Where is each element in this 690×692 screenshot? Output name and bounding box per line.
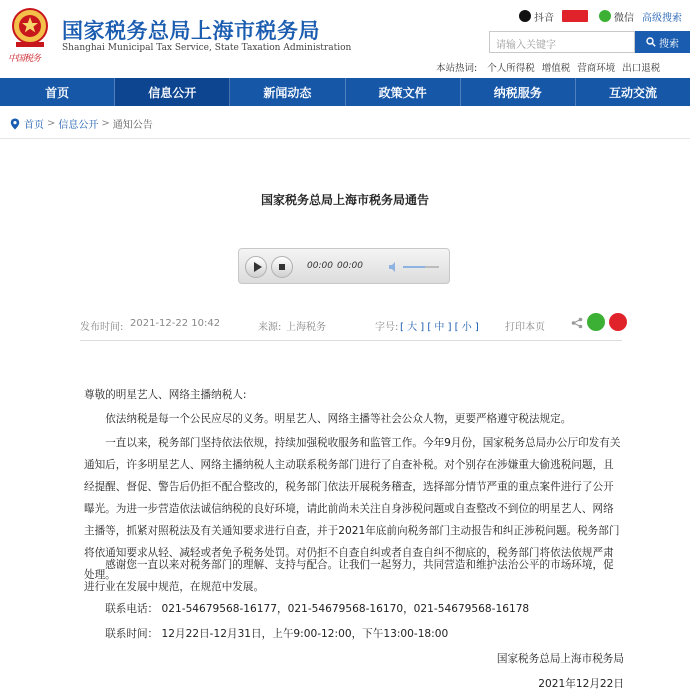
search-button[interactable] bbox=[635, 31, 690, 53]
nav-item-interaction[interactable]: 互动交流 bbox=[608, 85, 657, 100]
article-paragraph: 一直以来，税务部门坚持依法依规，持续加强税收服务和监管工作。今年9月份，国家税务总局办公厅印发有关通知后，许多明星艺人、网络主播纳税人主动联系税务部门进行了自查补税。对个别存在涉嫌重大偷逃税问题，且经提醒、督促、警告后仍拒不配合整改的，税务部门依法开展税务稽查，选择部分情节严重的重点案件进行了公开曝光。为进一步营造依法诚信纳税的良好环境，请此前尚未关注自身涉税问题或自查整改不到位的明星艺人、网络主播等，抓紧对照税法及有关通知要求进行自查，并于2021年底前向税务部门主动报告和纠正涉税问题。税务部门将依通知要求从轻、减轻或者免予税务处罚。对仍拒不自查自纠或者自查自纠不彻底的，税务部门将依法依规严肃处理。 bbox=[84, 437, 621, 581]
divider bbox=[0, 138, 690, 139]
contact-phone: 联系电话： 021-54679568-16177，021-54679568-16170，021-54679568-16178 bbox=[105, 603, 530, 615]
breadcrumb bbox=[10, 116, 153, 131]
nav-item-news[interactable]: 新闻动态 bbox=[230, 78, 345, 106]
hotword-link[interactable]: 个人所得税 bbox=[487, 63, 535, 74]
play-button[interactable] bbox=[245, 256, 267, 278]
breadcrumb-separator: > bbox=[101, 118, 110, 129]
signature-organization: 国家税务总局上海市税务局 bbox=[496, 653, 624, 665]
publish-time: 2021-12-22 10:42 bbox=[130, 318, 221, 329]
weibo-link[interactable] bbox=[562, 10, 591, 22]
volume-slider[interactable] bbox=[403, 266, 439, 268]
volume-icon[interactable] bbox=[389, 262, 399, 272]
weibo-share-icon[interactable] bbox=[609, 313, 627, 331]
nav-item-home[interactable]: 首页 bbox=[0, 78, 115, 106]
site-title[interactable]: 国家税务总局上海市税务局 bbox=[62, 19, 320, 43]
wechat-label: 微信 bbox=[614, 12, 634, 24]
publish-label: 发布时间: bbox=[80, 322, 124, 333]
current-time: 00:00 bbox=[307, 261, 333, 271]
site-subtitle: Shanghai Municipal Tax Service, State Taxation Administration bbox=[62, 43, 352, 53]
wechat-share-icon[interactable] bbox=[587, 313, 605, 331]
hotwords-label: 本站热词: bbox=[436, 63, 478, 74]
hotword-link[interactable]: 出口退税 bbox=[622, 63, 661, 74]
divider bbox=[80, 340, 622, 341]
nav-item-info-disclosure[interactable]: 信息公开 bbox=[115, 78, 230, 106]
search-icon bbox=[646, 37, 656, 47]
douyin-label: 抖音 bbox=[534, 12, 554, 24]
wechat-icon bbox=[599, 10, 611, 22]
hotword-link[interactable]: 营商环境 bbox=[577, 63, 616, 74]
nav-item-policy[interactable]: 政策文件 bbox=[346, 78, 461, 106]
article-title: 国家税务总局上海市税务局通告 bbox=[260, 193, 429, 207]
search-input[interactable]: 请输入关键字 bbox=[489, 31, 635, 53]
main-nav bbox=[0, 78, 690, 106]
duration: 00:00 bbox=[337, 261, 363, 271]
weibo-icon bbox=[562, 10, 588, 22]
font-size-label: 字号: bbox=[375, 322, 399, 333]
signature-date: 2021年12月22日 bbox=[538, 678, 624, 690]
tax-emblem-logo[interactable] bbox=[8, 6, 52, 50]
article-greeting: 尊敬的明星艺人、网络主播纳税人: bbox=[84, 389, 247, 401]
breadcrumb-separator: > bbox=[47, 118, 56, 129]
audio-player bbox=[238, 248, 450, 284]
douyin-icon bbox=[519, 10, 531, 22]
advanced-search-link[interactable]: 高级搜索 bbox=[642, 12, 682, 24]
breadcrumb-info[interactable]: 信息公开 bbox=[58, 120, 99, 131]
print-link[interactable]: 打印本页 bbox=[505, 322, 545, 333]
article-paragraph: 依法纳税是每一个公民应尽的义务。明星艺人、网络主播等社会公众人物，更要严格遵守税法规定。 bbox=[105, 413, 572, 425]
breadcrumb-home[interactable]: 首页 bbox=[24, 120, 44, 131]
font-size-switcher[interactable]: [ 大 ] [ 中 ] [ 小 ] bbox=[400, 322, 479, 333]
slogan-calligraphy: 中国税务 bbox=[8, 54, 41, 64]
hotwords bbox=[436, 60, 667, 74]
douyin-link[interactable] bbox=[519, 9, 554, 24]
site-header bbox=[0, 0, 690, 78]
location-pin-icon bbox=[10, 118, 20, 130]
hotword-link[interactable]: 增值税 bbox=[541, 63, 571, 74]
wechat-link[interactable] bbox=[599, 9, 634, 24]
search-button-label: 搜索 bbox=[659, 38, 679, 50]
share-icon[interactable] bbox=[571, 317, 583, 329]
top-links bbox=[511, 8, 682, 24]
source-value: 上海税务 bbox=[286, 322, 326, 333]
source-label: 来源: bbox=[258, 322, 282, 333]
contact-time: 联系时间： 12月22日-12月31日，上午9:00-12:00，下午13:00-18:00 bbox=[105, 628, 449, 640]
stop-button[interactable] bbox=[271, 256, 293, 278]
article-paragraph: 感谢您一直以来对税务部门的理解、支持与配合。让我们一起努力，共同营造和维护法治公平的市场环境，促进行业在发展中规范，在规范中发展。 bbox=[84, 559, 614, 593]
breadcrumb-current: 通知公告 bbox=[112, 120, 153, 131]
nav-item-tax-service[interactable]: 纳税服务 bbox=[461, 78, 576, 106]
